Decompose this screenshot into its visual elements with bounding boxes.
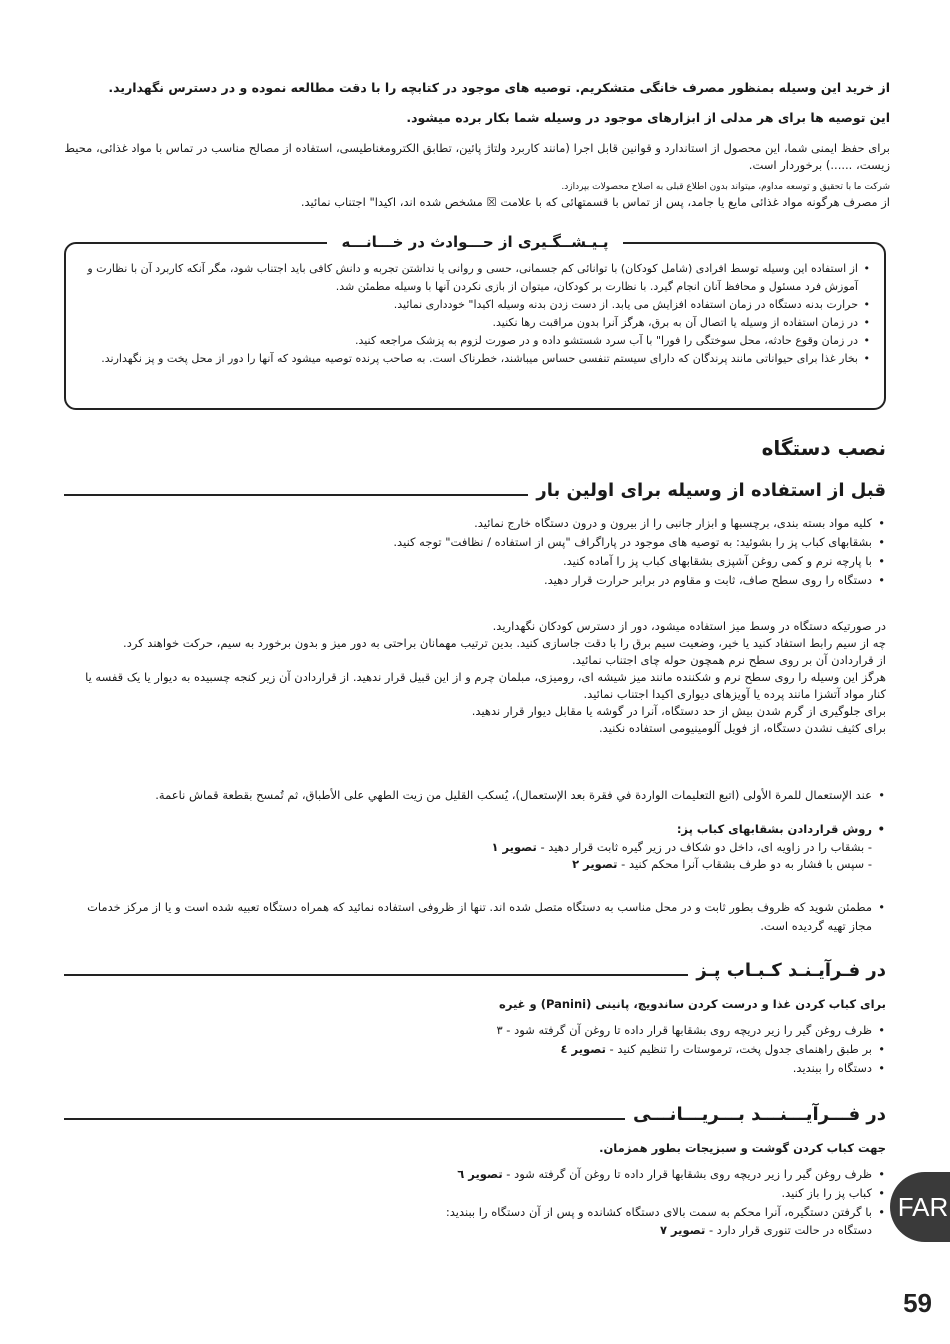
ensure-note [64, 898, 886, 936]
list-item: • کباب پز را باز کنید. [64, 1184, 872, 1203]
paragraph-line: در صورتیکه دستگاه در وسط میز استفاده میشود، دور از دسترس کودکان نگهدارید. [492, 619, 886, 633]
list-item: • بخار غذا برای حیواناتی مانند پرندگان که دارای سیستم تنفسی حساس میباشند، خطرناک است. به صاحب پرنده توصیه میشود که آنها را دور از محل پخت و پز نگهدارند. [80, 350, 858, 368]
paragraph-line: چه از سیم رابط استفاد کنید یا خیر، وضعیت سیم برق را با دقت جاسازی کنید. بدین ترتیب مهمانان براحتی به دور میز و بدون برخورد به سیم، حرکت خواهند کرد. [123, 636, 886, 650]
section-title: در فـرآیـنـد کـبـاب پـز [688, 960, 886, 981]
language-tab: FAR [890, 1172, 950, 1242]
list-item: • ظرف روغن گیر را زیر دریچه روی بشقابها قرار داده تا روغن آن گرفته شود - ۳ [64, 1021, 872, 1040]
before-first-use-list [64, 514, 886, 590]
grill-subtitle: برای کباب کردن غذا و درست کردن ساندویچ، پانینی (Panini) و غیره [499, 997, 886, 1011]
roast-heading [64, 1104, 886, 1132]
warning-list [80, 260, 872, 368]
section-title: قبل از استفاده از وسیله برای اولین بار [528, 480, 886, 501]
intro-line-5: از مصرف هرگونه مواد غذائی مایع یا جامد، پس از تماس با قسمتهائی که با علامت ☒ مشخص شده اند، اکیدا" اجتناب نمائید. [300, 194, 890, 209]
list-item: • دستگاه را روی سطح صاف، ثابت و مقاوم در برابر حرارت قرار دهید. [64, 571, 872, 590]
plates-step-2: - سپس با فشار به دو طرف بشقاب آنرا محکم کنید - تصویر ۲ [572, 857, 872, 871]
list-item: • بر طبق راهنمای جدول پخت، ترموستات را تنظیم کنید - تصویر ٤ [64, 1040, 872, 1059]
list-item: • مطمئن شوید که ظروف بطور ثابت و در محل مناسب به دستگاه متصل شده اند. تنها از ظروفی استفاده نمائید که همراه دستگاه تعبیه شده است و یا از مرکز خدمات مجاز تهیه گردیده است. [64, 898, 872, 936]
paragraph-line: از قراردادن آن بر روی سطح نرم همچون حوله چای اجتناب نمائید. [571, 653, 886, 667]
plates-instructions [64, 820, 886, 873]
figure-ref-1: تصویر ۱ [491, 840, 537, 854]
roast-subtitle: جهت کباب کردن گوشت و سبزیجات بطور همزمان. [599, 1141, 886, 1155]
grill-heading [64, 960, 886, 988]
page-title: نصب دستگاه [761, 436, 886, 460]
figure-ref-6: تصویر ٦ [457, 1167, 503, 1181]
paragraph-line: برای جلوگیری از گرم شدن بیش از حد دستگاه، آنرا در گوشه یا مقابل دیوار قرار ندهید. [471, 704, 886, 718]
plates-step-1: - بشقاب را در زاویه ای، داخل دو شکاف در زیر گیره ثابت قرار دهید - تصویر ۱ [491, 840, 872, 854]
grill-section [64, 996, 886, 1078]
list-item: • در زمان وقوع حادثه، محل سوختگی را فورا" با آب سرد شستشو داده و در صورت لزوم به پزشک مراجعه کنید. [80, 332, 858, 350]
list-item: • در زمان استفاده از وسیله یا اتصال آن به برق، هرگز آنرا بدون مراقبت رها نکنید. [80, 314, 858, 332]
intro-section [60, 66, 890, 211]
intro-line-2: این توصیه ها برای هر مدلی از ابزارهای موجود در وسیله شما بکار برده میشود. [406, 110, 890, 125]
roast-section [64, 1140, 886, 1239]
before-first-use-heading [64, 480, 886, 508]
list-item: • با گرفتن دستگیره، آنرا محکم به سمت بالای دستگاه کشانده و پس از آن دستگاه را ببندید: [64, 1203, 872, 1222]
list-item: • دستگاه را ببندید. [64, 1059, 872, 1078]
list-item: • کلیه مواد بسته بندی، برچسبها و ابزار جانبی را از بیرون و درون دستگاه خارج نمائید. [64, 514, 872, 533]
intro-line-1: از خرید این وسیله بمنظور مصرف خانگی متشکریم. توصیه های موجود در کتابچه را با دقت مطالعه نموده و در دسترس نگهدارید. [108, 79, 890, 95]
list-item: • با پارچه نرم و کمی روغن آشپزی بشقابهای کباب پز را آماده کنید. [64, 552, 872, 571]
list-item: • از استفاده این وسیله توسط افرادی (شامل کودکان) با توانائی کم جسمانی، حسی و روانی یا نداشتن تجربه و دانش کافی باید اجتناب شود، مگر آنکه کاربرد آن با نظارت و آموزش فرد مسئول و محافظ آنان انجام گیرد. با نظارت بر کودکان، میتوان از بازی نکردن آنها با وسیله مطمئن شد. [80, 260, 858, 296]
roast-final-line: دستگاه در حالت تنوری قرار دارد - تصویر ۷ [659, 1223, 872, 1237]
figure-ref-4: تصویر ٤ [560, 1042, 606, 1056]
paragraph-line: برای کثیف نشدن دستگاه، از فویل آلومینیومی استفاده نکنید. [598, 721, 886, 735]
warning-box-title: پـیـشــگـیری از حـــوادث در خـــانـــه [327, 233, 622, 251]
page-number: 59 [903, 1288, 932, 1318]
list-item: • ظرف روغن گیر را زیر دریچه روی بشقابها قرار داده تا روغن آن گرفته شود - تصویر ٦ [64, 1165, 872, 1184]
section-title: در فـــرآیـــنـــد بـــریـــانـــی [625, 1104, 886, 1125]
list-item: • بشقابهای کباب پز را بشوئید: به توصیه های موجود در پاراگراف "پس از استفاده / نظافت" توجه کنید. [64, 533, 872, 552]
list-item: • عند الإستعمال للمرة الأولى (اتبع التعليمات الواردة في فقرة بعد الإستعمال)، يُسكب القليل من زيت الطهي على الأطباق، ثم تُمسح بقطعة قماش ناعمة. [64, 786, 872, 805]
warning-box [64, 233, 886, 410]
plates-title: • روش قراردادن بشقابهای کباب پز: [64, 820, 872, 839]
placement-paragraph [64, 618, 886, 737]
intro-line-3: برای حفظ ایمنی شما، این محصول از استاندارد و قوانین قابل اجرا (مانند کاربرد ولتاژ پائین، تطابق الکترومغناطیسی، استفاده از مصالح مناسب در تماس با مواد غذائی، محیط زیست، ......) برخوردار است. [64, 140, 890, 172]
figure-ref-2: تصویر ۲ [572, 857, 618, 871]
paragraph-line: هرگز این وسیله را روی سطح نرم و شکننده مانند میز شیشه ای، رومیزی، مبلمان چرم و از این قبیل قرار ندهید. از قراردادن آن زیر کنجه چسبیده به دیوار یا یک قفسه یا کنار مواد آتشزا مانند پرده یا آویزهای دیواری اکیدا اجتناب نمائید. [85, 670, 886, 701]
list-item: • حرارت بدنه دستگاه در زمان استفاده افزایش می یابد. از دست زدن بدنه وسیله اکیدا" خودداری نمائید. [80, 296, 858, 314]
intro-line-4: شرکت ما با تحقیق و توسعه مداوم، میتواند بدون اطلاع قبلی به اصلاح محصولات بپردازد. [561, 181, 890, 192]
figure-ref-7: تصویر ۷ [659, 1223, 706, 1237]
arabic-note [64, 786, 886, 805]
install-heading [64, 436, 886, 460]
